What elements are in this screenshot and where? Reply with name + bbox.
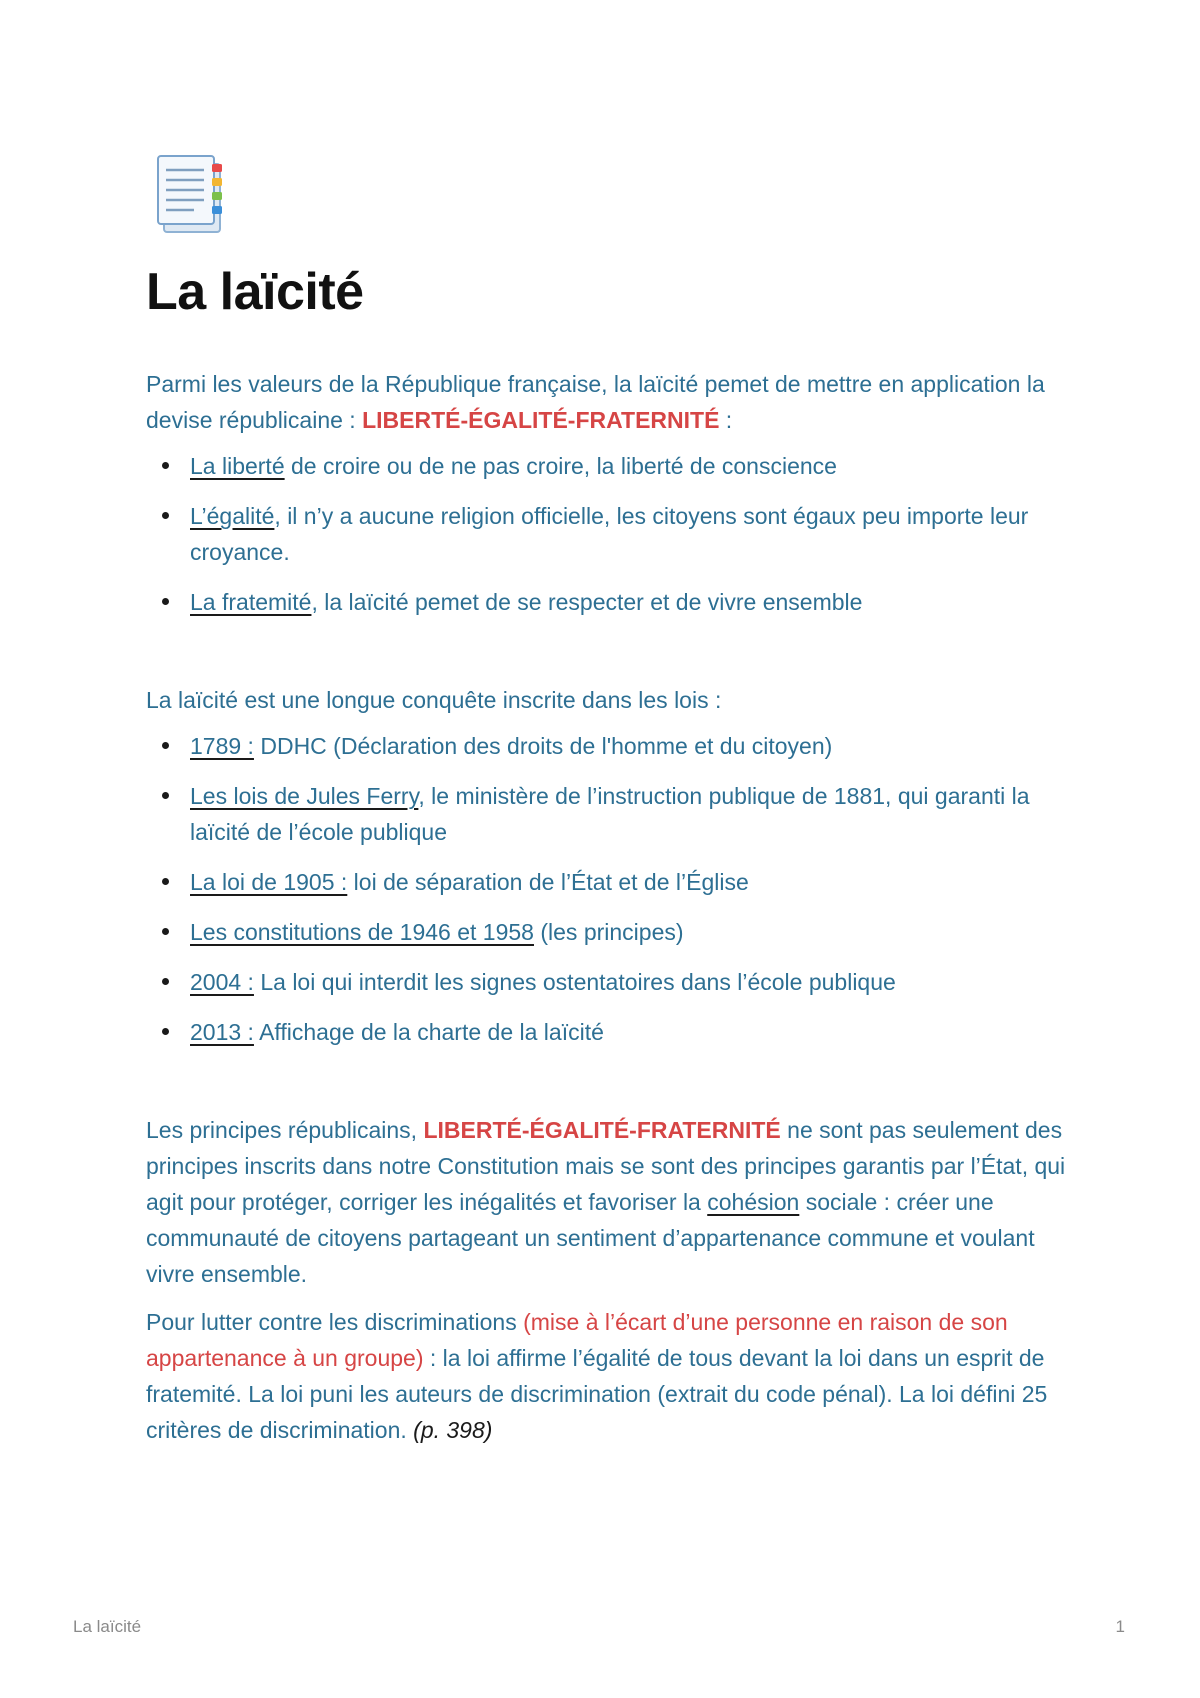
- list-item: 1789 : DDHC (Déclaration des droits de l'homme et du citoyen): [146, 728, 1066, 764]
- laws-list: [146, 728, 1066, 1050]
- list-item: Les constitutions de 1946 et 1958 (les principes): [146, 914, 1066, 950]
- motto: LIBERTÉ-ÉGALITÉ-FRATERNITÉ: [423, 1117, 781, 1143]
- document-body: [146, 150, 1066, 1448]
- intro-paragraph: Parmi les valeurs de la République française, la laïcité pemet de mettre en application la devise républicaine : LIBERTÉ-ÉGALITÉ-FRATERNITÉ :: [146, 371, 1045, 433]
- values-list: [146, 448, 1066, 620]
- footer-title: La laïcité: [73, 1617, 142, 1636]
- list-item: L’égalité, il n’y a aucune religion officielle, les citoyens sont égaux peu importe leur croyance.: [146, 498, 1066, 570]
- discrimination-paragraph: Pour lutter contre les discriminations (mise à l’écart d’une personne en raison de son appartenance à un groupe) : la loi affirme l’égalité de tous devant la loi dans un esprit de fratemité. La loi puni les auteurs de discrimination (extrait du code pénal). La loi défini 25 critères de discrimination. (p. 398): [146, 1309, 1048, 1443]
- laws-intro: La laïcité est une longue conquête inscrite dans les lois :: [146, 687, 722, 713]
- page-title: La laïcité: [146, 263, 364, 321]
- page-number: 1: [1115, 1617, 1125, 1636]
- notebook-icon: [154, 150, 234, 238]
- list-item: Les lois de Jules Ferry, le ministère de l’instruction publique de 1881, qui garanti la laïcité de l’école publique: [146, 778, 1066, 850]
- list-item: La loi de 1905 : loi de séparation de l’État et de l’Église: [146, 864, 1066, 900]
- definition: (mise à l’écart d’une personne en raison de son appartenance à un groupe): [146, 1309, 1008, 1371]
- motto: LIBERTÉ-ÉGALITÉ-FRATERNITÉ: [362, 407, 720, 433]
- page-reference: (p. 398): [413, 1417, 493, 1443]
- principles-paragraph: Les principes républicains, LIBERTÉ-ÉGALITÉ-FRATERNITÉ ne sont pas seulement des principes inscrits dans notre Constitution mais se sont des principes garantis par l’État, qui agit pour protéger, corriger les inégalités et favoriser la cohésion sociale : créer une communauté de citoyens partageant un sentiment d’appartenance commune et voulant vivre ensemble.: [146, 1117, 1066, 1287]
- list-item: 2013 : Affichage de la charte de la laïcité: [146, 1014, 1066, 1050]
- list-item: 2004 : La loi qui interdit les signes ostentatoires dans l’école publique: [146, 964, 1066, 1000]
- list-item: La fratemité, la laïcité pemet de se respecter et de vivre ensemble: [146, 584, 1066, 620]
- list-item: La liberté de croire ou de ne pas croire, la liberté de conscience: [146, 448, 1066, 484]
